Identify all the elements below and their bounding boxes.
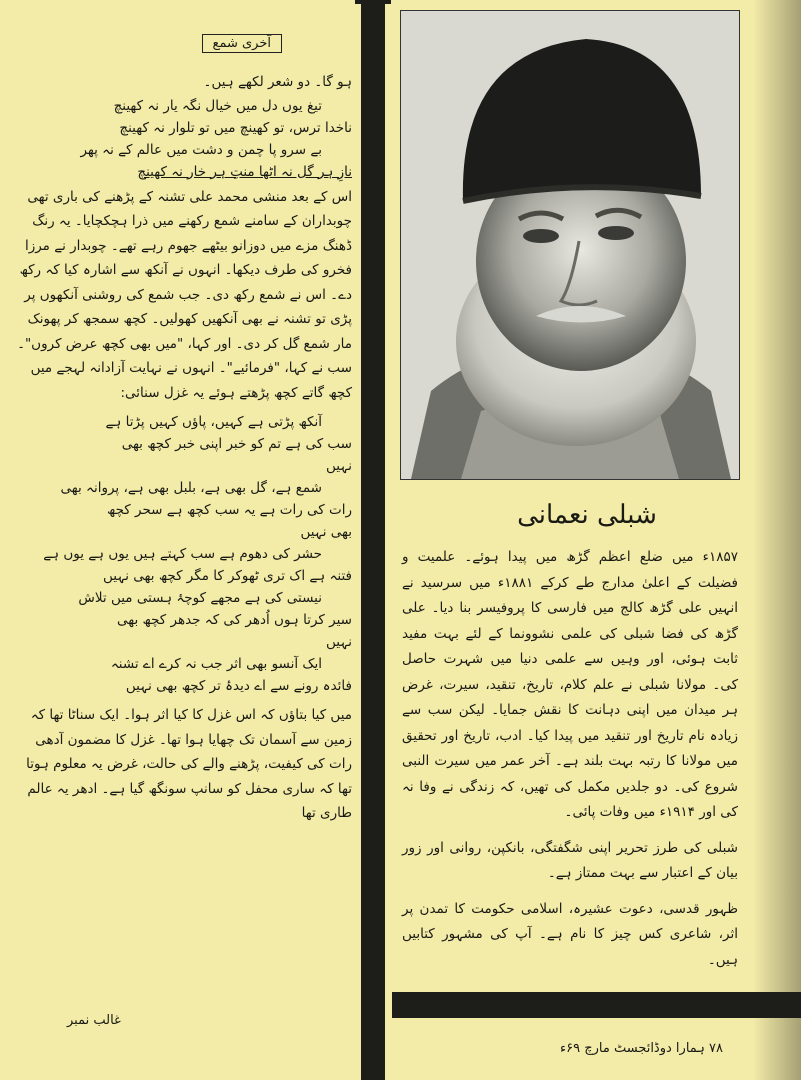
closing-paragraph: میں کیا بتاؤں کہ اس غزل کا کیا اثر ہوا۔ ایک سناٹا تھا کہ زمین سے آسمان تک چھایا ہوا تھا۔ غزل کا مضمون آدھی رات کی کیفیت، پڑھنے والے کی حالت، غرض یہ معلوم ہوتا تھا کہ ساری محفل کو سانپ سونگھ گیا ہے۔ ادھر یہ عالم طاری تھا: [26, 707, 352, 821]
ghazal-line: حشر کی دھوم ہے سب کہتے ہیں یوں ہے یوں ہے: [43, 546, 322, 562]
bio-paragraph: ظہور قدسی، دعوت عشیرہ، اسلامی حکومت کا تمدن پر اثر، شاعری کس چیز کا نام ہے۔ آپ کی مشہور کتابیں ہیں۔: [402, 900, 738, 968]
person-name-title: شبلی نعمانی: [517, 500, 657, 530]
bio-paragraph: شبلی کی طرز تحریر اپنی شگفتگی، بانکپن، روانی اور زور بیان کے اعتبار سے بہت ممتاز ہے۔: [402, 839, 738, 881]
ghazal-line: نیستی کی ہے مجھے کوچۂ ہستی میں تلاش: [78, 590, 322, 606]
left-column: [12, 36, 352, 1050]
biography: [402, 545, 738, 983]
bio-paragraph: ۱۸۵۷ء میں ضلع اعظم گڑھ میں پیدا ہوئے۔ علمیت و فضیلت کے اعلیٰ مدارج طے کرکے ۱۸۸۱ء میں سرسید نے انہیں علی گڑھ کالج میں فارسی کا پروفیسر بنا دیا۔ علی گڑھ کی فضا شبلی کی علمی نشوونما کے لئے بہت مفید ثابت ہوئی، اور وہیں سے علمی دنیا میں شہرت حاصل کی۔ مولانا شبلی نے علم کلام، تاریخ، تنقید، سیرت، غرض ہر میدان میں اپنی دہانت کا نقش جمایا۔ لیکن سب سے زیادہ نام تاریخ اور تنقید میں پیدا کیا۔ ادب، تاریخ اور تحقیق میں مولانا کا رتبہ بہت بلند ہے۔ آخر عمر میں سیرت النبی شروع کی۔ دو جلدیں مکمل کی تھیں، کہ زندگی نے وفا نہ کی اور ۱۹۱۴ء میں وفات پائی۔: [402, 549, 738, 820]
footer-bar: [392, 992, 801, 1018]
ghazal-line: فائدہ رونے سے اے دیدۂ تر کچھ بھی نہیں: [125, 678, 352, 694]
page-footer: ۷۸ ہمارا دوڈائجسٹ مارچ ۶۹ء: [560, 1041, 724, 1056]
verse-line: نازِ ہر گل نہ اٹھا منتِ ہر خار نہ کھینچ: [137, 163, 352, 180]
prose-paragraph: اس کے بعد منشی محمد علی تشنہ کے پڑھنے کی باری تھی چوبداران کے سامنے شمع رکھنے میں ذرا ہچکچایا۔ یہ رنگ ڈھنگ مزے میں دوزانو بیٹھے جھوم رہے تھے۔ چوبدار نے مرزا فخرو کی طرف دیکھا۔ انہوں نے آنکھ سے اشارہ کیا کہ رکھ دے۔ اس نے شمع رکھ دی۔ جب شمع کی روشنی آنکھوں پر پڑی تو تشنہ نے بھی آنکھیں کھولیں۔ کچھ سمجھ کر پھونک مار شمع گل کر دی۔ اور کہا، "میں بھی کچھ عرض کروں"۔ سب نے کہا، "فرمائیے"۔ انہوں نے نہایت آزادانہ لہجے میں کچھ گاتے کچھ پڑھتے ہوئے یہ غزل سنائی:: [17, 188, 352, 401]
verse-line: ناخدا ترس، تو کھینچ میں تو تلوار نہ کھینچ: [119, 119, 352, 136]
signature: غالب نمبر: [67, 1013, 121, 1028]
ghazal-line: فتنہ ہے اک تری ٹھوکر کا مگر کچھ بھی نہیں: [103, 568, 352, 584]
column-tag: آخری شمع: [202, 34, 282, 53]
ghazal-block: [12, 411, 352, 697]
verse-block: [12, 95, 352, 183]
ghazal-line: آنکھ پڑتی ہے کہیں، پاؤں کہیں پڑتا ہے: [105, 414, 322, 430]
page-edge-shadow: [753, 0, 801, 1080]
ghazal-line: رات کی رات ہے یہ سب کچھ ہے سحر کچھ بھی نہیں: [107, 502, 352, 540]
ghazal-line: شمع ہے، گل بھی ہے، بلبل بھی ہے، پروانہ بھی: [60, 480, 322, 496]
column-divider: [361, 0, 385, 1080]
intro-text: ہو گا۔ دو شعر لکھے ہیں۔: [203, 74, 352, 90]
ghazal-line: ایک آنسو بھی اثر جب نہ کرے اے تشنہ: [110, 656, 322, 672]
verse-line: تیغ یوں دل میں خیال نگہ یار نہ کھینچ: [113, 97, 322, 114]
portrait-photo: [400, 10, 740, 480]
right-column: [392, 0, 801, 1080]
verse-line: بے سرو پا چمن و دشت میں عالم کے نہ پھر: [80, 141, 322, 158]
ghazal-line: سیر کرتا ہوں اُدھر کی کہ جدھر کچھ بھی نہیں: [117, 612, 352, 650]
divider-cap: [355, 0, 391, 4]
ghazal-line: سب کی ہے تم کو خبر اپنی خبر کچھ بھی نہیں: [121, 436, 352, 474]
portrait-image: [401, 11, 739, 479]
